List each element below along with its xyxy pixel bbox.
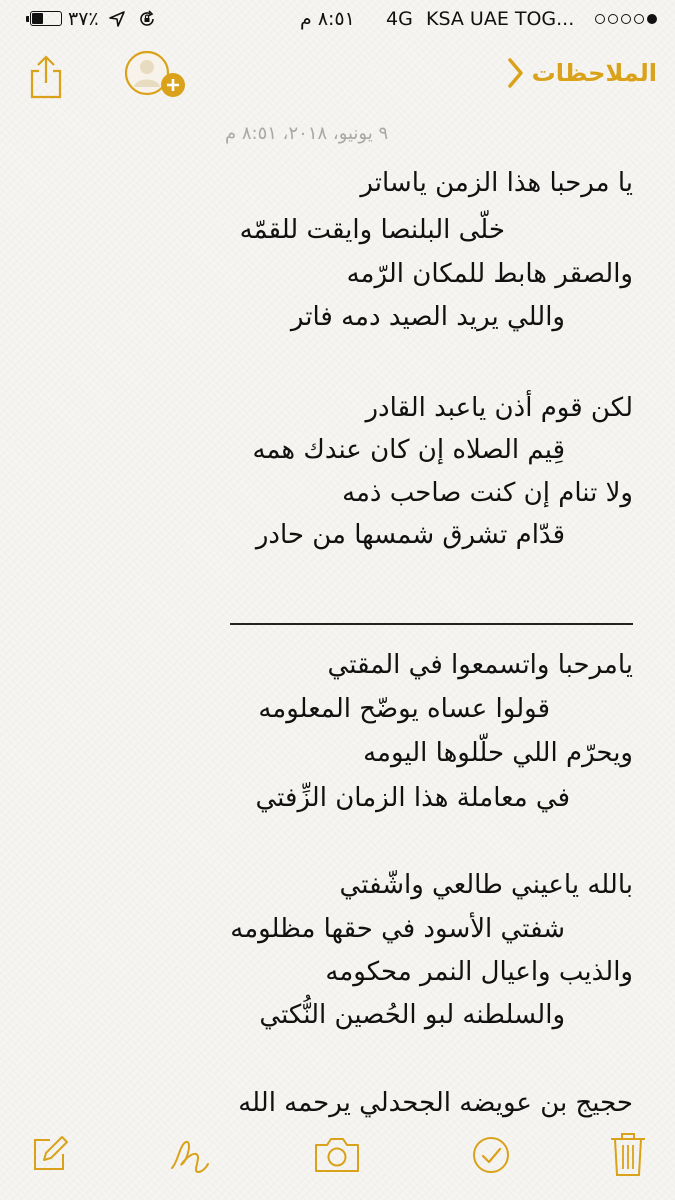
add-person-icon [122,47,194,103]
note-line[interactable]: يا مرحبا هذا الزمن ياساتر [360,168,633,198]
location-icon [108,10,126,28]
carrier-name: KSA UAE TOG... [426,8,575,30]
camera-icon [313,1134,361,1174]
status-bar [0,0,675,40]
compose-button[interactable] [30,1134,70,1178]
compose-icon [30,1134,70,1174]
sketch-icon [168,1134,212,1178]
status-time: ٨:٥١ م [300,8,355,30]
signal-strength-icon [595,14,657,24]
battery-percent: ٣٧٪ [68,8,99,30]
camera-button[interactable] [313,1134,361,1178]
checkmark-icon [470,1134,512,1176]
note-line[interactable]: والسلطنه لبو الحُصين النُّكتي [259,1000,565,1030]
note-line[interactable]: لكن قوم أذن ياعبد القادر [365,393,633,423]
bottom-toolbar [0,1118,675,1200]
note-line[interactable]: يامرحبا واتسمعوا في المقتي [327,650,633,680]
battery-fill [32,13,43,24]
network-type: 4G [386,8,413,30]
note-line[interactable]: والذيب واعيال النمر محكومه [325,957,633,987]
trash-icon [608,1130,648,1178]
text-separator [230,623,633,625]
note-line[interactable]: في معاملة هذا الزمان الزِّفتي [255,783,570,813]
note-line[interactable]: قولوا عساه يوضّح المعلومه [258,694,550,724]
back-label: الملاحظات [531,59,657,87]
back-button[interactable] [506,57,657,89]
delete-button[interactable] [608,1130,648,1182]
note-line[interactable]: بالله ياعيني طالعي واشّفتي [339,870,633,900]
battery-icon [30,11,62,26]
sketch-button[interactable] [168,1134,212,1182]
checklist-button[interactable] [470,1134,512,1180]
note-line[interactable]: قدّام تشرق شمسها من حادر [255,520,565,550]
share-icon [26,51,66,101]
note-date: ٩ يونيو، ٢٠١٨، ٨:٥١ م [225,123,389,144]
note-line[interactable]: قِيم الصلاه إن كان عندك همه [252,435,565,465]
rotation-lock-icon [137,9,157,29]
nav-bar [0,45,675,115]
add-person-button[interactable] [122,47,194,107]
chevron-left-icon [506,57,524,89]
note-line[interactable]: خلّى البلنصا وايقت للقمّه [239,215,505,245]
note-line[interactable]: ولا تنام إن كنت صاحب ذمه [342,478,633,508]
note-line[interactable]: والصقر هابط للمكان الرّمه [346,259,633,289]
share-button[interactable] [26,51,66,105]
note-line[interactable]: ويحرّم اللي حلّلوها اليومه [363,738,633,768]
note-line[interactable]: واللي يريد الصيد دمه فاتر [290,302,565,332]
note-line[interactable]: حجيج بن عويضه الجحدلي يرحمه الله [238,1088,633,1118]
note-line[interactable]: شفتي الأسود في حقها مظلومه [230,914,565,944]
